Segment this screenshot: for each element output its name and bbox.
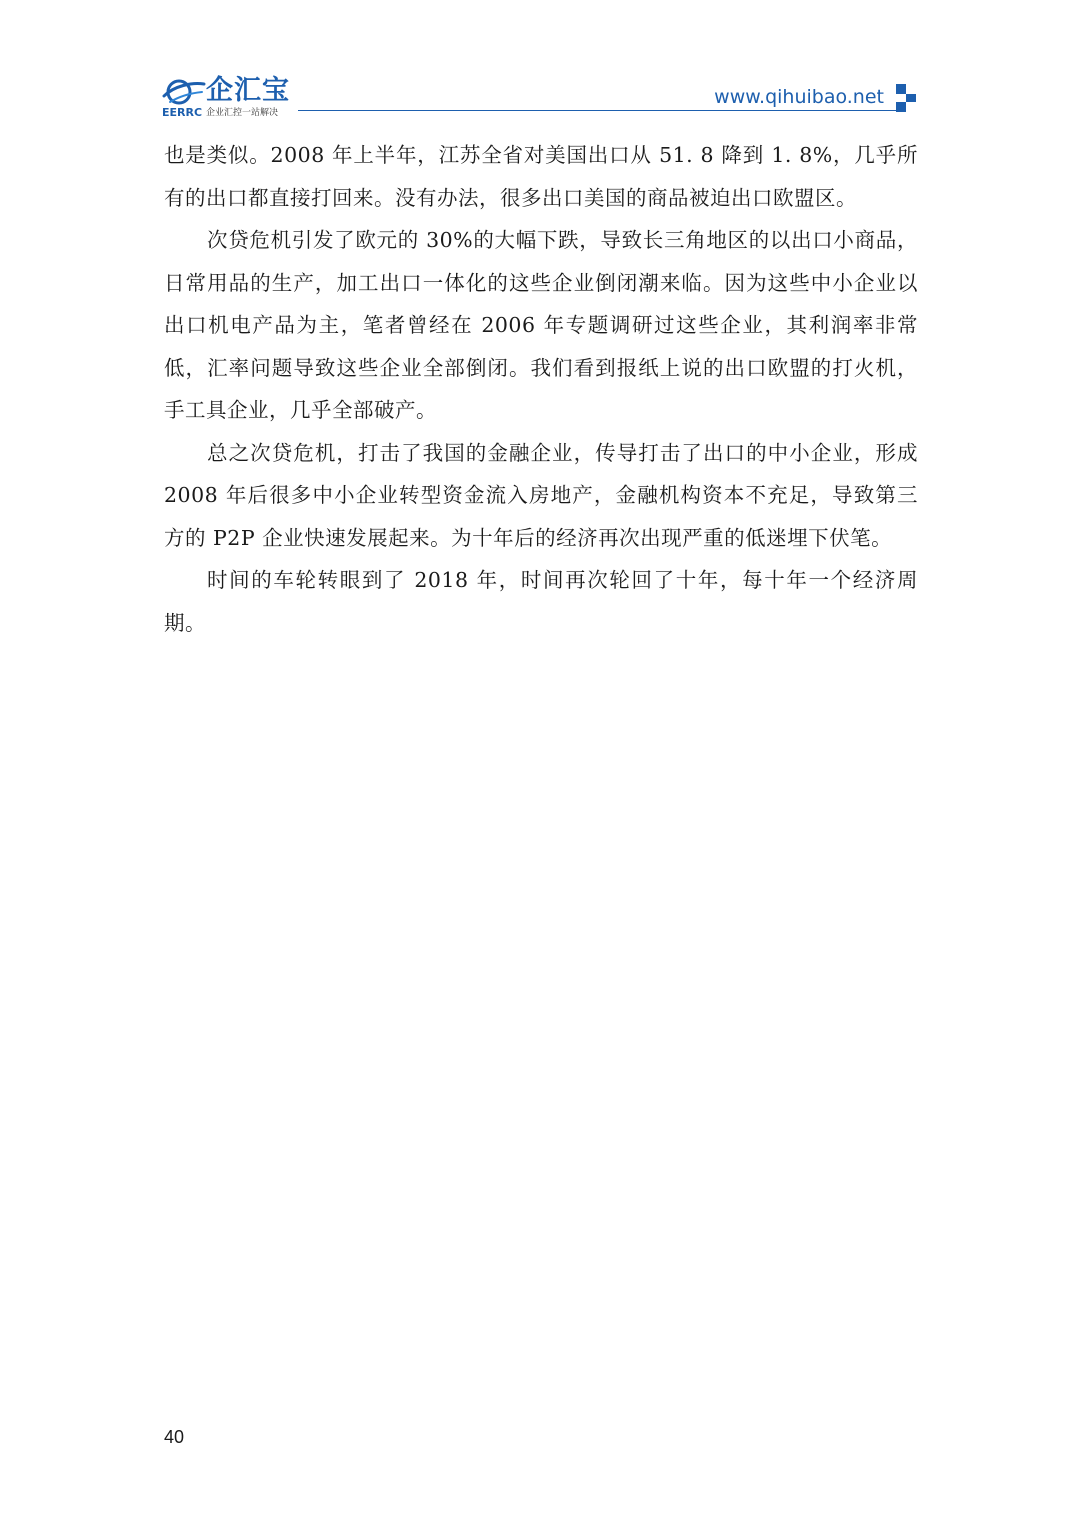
page-number: 40: [164, 1427, 185, 1447]
logo-slogan: 企业汇控一站解决: [206, 108, 279, 118]
paragraph-4: 时间的车轮转眼到了 2018 年，时间再次轮回了十年，每十年一个经济周期。: [164, 568, 918, 635]
paragraph-1: 也是类似。2008 年上半年，江苏全省对美国出口从 51. 8 降到 1. 8%，几乎所有的出口都直接打回来。没有办法，很多出口美国的商品被迫出口欧盟区。: [164, 143, 918, 210]
paragraph-3: 总之次贷危机，打击了我国的金融企业，传导打击了出口的中小企业，形成 2008 年后很多中小企业转型资金流入房地产，金融机构资本不充足，导致第三方的 P2P 企业快速发展起来。为十年后的经济再次出现严重的低迷埋下伏笔。: [164, 440, 918, 550]
website-url: www.qihuibao.net: [714, 86, 884, 108]
company-logo: [162, 76, 292, 120]
globe-swoosh-icon: [162, 76, 206, 106]
header-divider: [298, 110, 898, 111]
paragraph-2: 次贷危机引发了欧元的 30%的大幅下跌，导致长三角地区的以出口小商品，日常用品的生产，加工出口一体化的这些企业倒闭潮来临。因为这些中小企业以出口机电产品为主，笔者曾经在 2006 年专题调研过这些企业，其利润率非常低，汇率问题导致这些企业全部倒闭。我们看到报纸上说的出口欧盟的打火机，手工具企业，几乎全部破产。: [164, 228, 918, 422]
pixel-blocks-icon: [896, 84, 918, 112]
logo-abbreviation: EERRC: [162, 106, 203, 119]
page-header: [0, 0, 1080, 130]
article-body: [164, 134, 918, 644]
logo-name: 企汇宝: [206, 75, 290, 106]
